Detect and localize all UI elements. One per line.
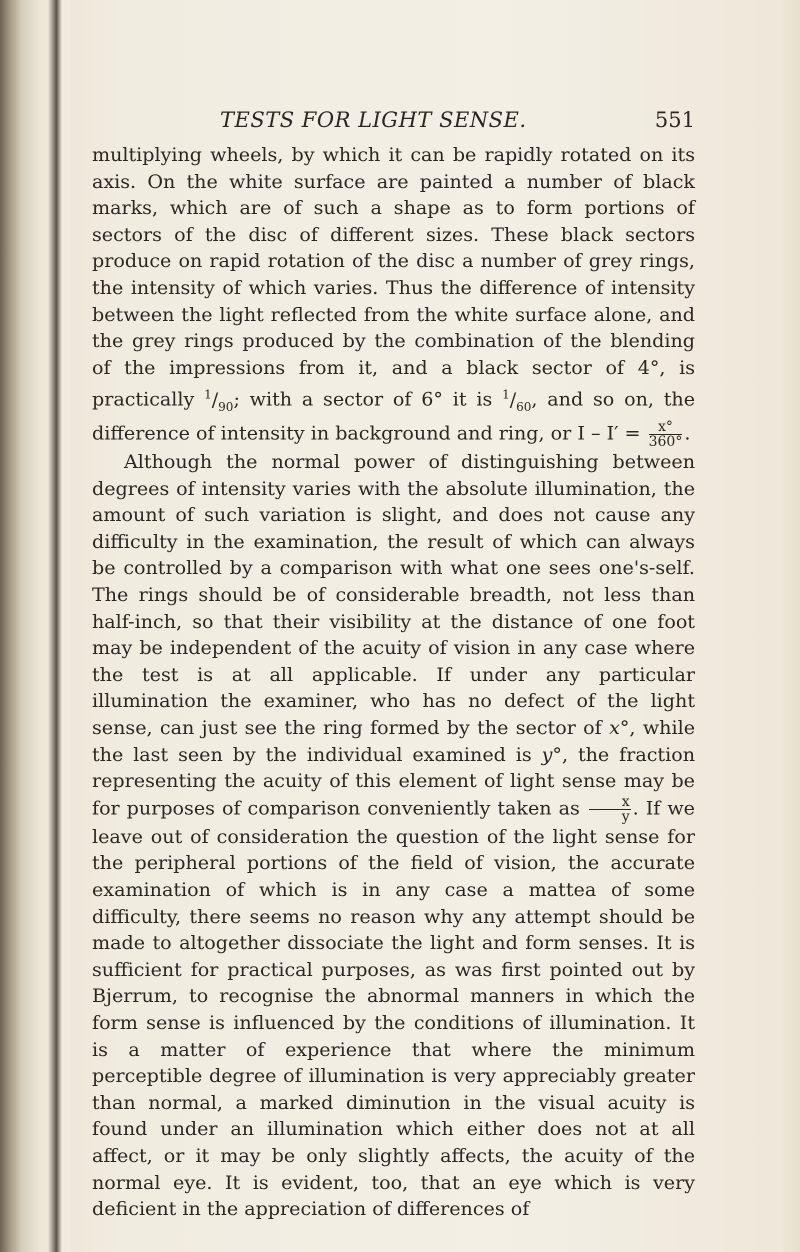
paragraph-1-text-c: , and so on, the difference of intensity in background and ring, or I – I′ = — [92, 387, 695, 445]
fraction-denominator: 60 — [516, 399, 532, 414]
paragraph-1 — [92, 142, 695, 449]
paragraph-1-text-a: multiplying wheels, by which it can be rapidly rotated on its axis. On the white surface are painted a number of black marks, which are of such a shape as to form portions of sectors of the disc of different sizes. These black sectors produce on rapid rotation of the disc a number of grey rings, the intensity of which varies. Thus the difference of intensity between the light reflected from the white surface alone, and the grey rings produced by the combination of the blending of the impressions from it, and a black sector of 4°, is practically — [92, 143, 695, 411]
acuity-ratio-fraction — [589, 795, 631, 824]
fraction-one-sixtieth: $^1/_{60}$ — [502, 387, 532, 414]
ratio-numerator: x — [589, 795, 631, 810]
fraction-denominator: 90 — [218, 399, 234, 414]
ratio-denominator: y — [621, 808, 630, 825]
fraction-numerator: 1 — [502, 387, 510, 402]
paragraph-2-text-c: , the fraction representing the acuity of this element of light sense may be for purposes of comparison conveniently taken as — [92, 742, 695, 820]
equation-denominator: 360° — [648, 434, 683, 451]
facing-page-gutter — [0, 0, 70, 1252]
fraction-one-ninetieth: $^1/_{90}$ — [204, 387, 234, 414]
page-header — [140, 108, 695, 132]
paragraph-1-text-b: ; with a sector of 6° it is — [233, 387, 503, 411]
paragraph-1-text-d: . — [684, 421, 691, 445]
page-number: 551 — [654, 108, 695, 132]
paragraph-2-text-a: Although the normal power of distinguishing between degrees of intensity varies with the absolute illumination, the amount of such variation is slight, and does not cause any difficulty in the examination, the result of which can always be controlled by a comparison with what one sees one's-self. The rings should be of considerable breadth, not less than half-inch, so that their visibility at the distance of one foot may be independent of the acuity of vision in any case where the test is at all applicable. If under any particular illumination the examiner, who has no defect of the light sense, can just see the ring formed by the sector of — [92, 450, 695, 740]
paragraph-2-text-d: . If we leave out of consideration the question of the light sense for the peripheral portions of the field of vision, the accurate examination of which is in any case a mattea of some difficulty, there seems no reason why any attempt should be made to altogether dissociate the light and form senses. It is sufficient for practical purposes, as was first pointed out by Bjerrum, to recognise the abnormal manners in which the form sense is influenced by the conditions of illumination. It is a matter of experience that where the minimum perceptible degree of illumination is very appreciably greater than normal, a marked diminution in the visual acuity is found under an illumination which either does not at all affect, or it may be only slightly affects, the acuity of the normal eye. It is evident, too, that an eye which is very deficient in the appreciation of differences of — [92, 796, 695, 1221]
fraction-numerator: 1 — [204, 387, 212, 402]
body-text — [92, 142, 695, 1223]
variable-y-degrees: y° — [541, 742, 562, 766]
intensity-equation-fraction — [649, 420, 683, 449]
paragraph-2 — [92, 449, 695, 1223]
variable-x-degrees: x° — [609, 716, 630, 740]
book-spine-shadow — [48, 0, 62, 1252]
running-title: TESTS FOR LIGHT SENSE. — [220, 108, 527, 132]
paragraph-2-text-b: , while the last seen by the individual examined is — [92, 716, 695, 766]
equation-numerator: x° — [649, 420, 683, 435]
